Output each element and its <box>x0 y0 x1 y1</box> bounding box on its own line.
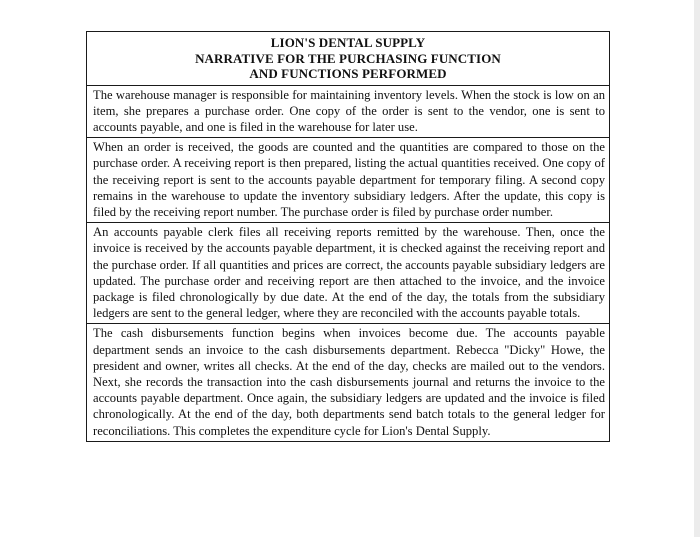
company-name: LION'S DENTAL SUPPLY <box>270 35 426 50</box>
paragraph-cash-disbursements: The cash disbursements function begins when invoices become due. The accounts payable department sends an invoice to the cash disbursements department. Rebecca "Dicky" Howe, the president and owner, writes all checks. At the end of the day, checks are mailed out to the vendors. Next, she records the transaction into the cash disbursements journal and returns the invoice to the accounts payable department. Once again, the subsidiary ledgers are updated and the invoice is filed chronologically. At the end of the day, both departments send batch totals to the general ledger for reconciliations. This completes the expenditure cycle for Lion's Dental Supply. <box>93 326 605 438</box>
document-title <box>87 32 609 86</box>
paragraph-accounts-payable: An accounts payable clerk files all receiving reports remitted by the warehouse. Then, once the invoice is received by the accounts payable department, it is checked against the receiving report and the purchase order. If all quantities and prices are correct, the accounts payable subsidiary ledgers are updated. The purchase order and receiving report are then attached to the invoice, and the invoice package is filed chronologically by due date. At the end of the day, the totals from the subsidiary ledgers are sent to the general ledger, where they are reconciled with the accounts payable totals. <box>87 223 609 324</box>
narrative-subheading: AND FUNCTIONS PERFORMED <box>249 66 447 81</box>
narrative-table <box>86 31 610 442</box>
narrative-heading: NARRATIVE FOR THE PURCHASING FUNCTION <box>195 50 501 66</box>
paragraph-receiving: When an order is received, the goods are counted and the quantities are compared to those on the purchase order. A receiving report is then prepared, listing the actual quantities received. One copy of the receiving report is sent to the accounts payable department for temporary filing. A second copy remains in the warehouse to update the inventory subsidiary ledgers. After the update, this copy is filed by the receiving report number. The purchase order is filed by purchase order number. <box>87 138 609 223</box>
paragraph-purchasing: The warehouse manager is responsible for maintaining inventory levels. When the stock is low on an item, she prepares a purchase order. One copy of the order is sent to the vendor, one is sent to accounts payable, and one is filed in the warehouse for later use. <box>87 86 609 139</box>
page-edge <box>694 0 700 537</box>
